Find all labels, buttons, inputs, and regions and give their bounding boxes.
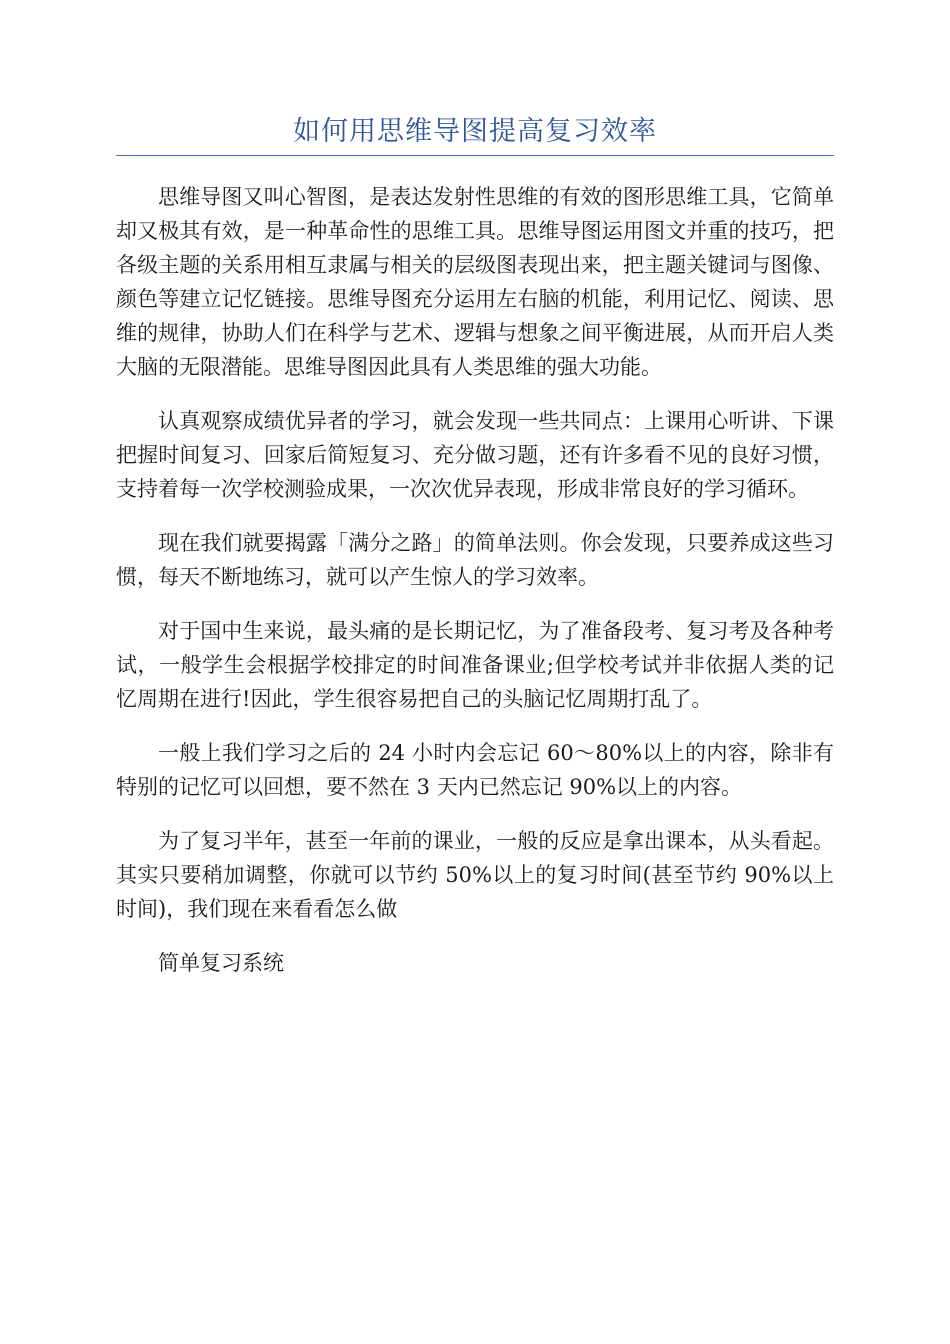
paragraph-review-time-saving: 为了复习半年，甚至一年前的课业，一般的反应是拿出课本，从头看起。其实只要稍加调整，你就可以节约 50%以上的复习时间(甚至节约 90%以上时间)，我们现在来看看怎么做	[116, 829, 834, 921]
section-heading-simple-review-system: 简单复习系统	[158, 951, 284, 975]
paragraph-forgetting-curve: 一般上我们学习之后的 24 小时内会忘记 60～80%以上的内容，除非有特别的记忆可以回想，要不然在 3 天内已然忘记 90%以上的内容。	[116, 741, 834, 799]
paragraph-full-score-rules: 现在我们就要揭露「满分之路」的简单法则。你会发现，只要养成这些习惯，每天不断地练习，就可以产生惊人的学习效率。	[116, 531, 834, 589]
document-body	[116, 180, 834, 1000]
paragraph-top-students-habits: 认真观察成绩优异者的学习，就会发现一些共同点：上课用心听讲、下课把握时间复习、回家后简短复习、充分做习题，还有许多看不见的良好习惯，支持着每一次学校测验成果，一次次优异表现，形成非常良好的学习循环。	[116, 409, 834, 501]
paragraph-long-term-memory: 对于国中生来说，最头痛的是长期记忆，为了准备段考、复习考及各种考试，一般学生会根据学校排定的时间准备课业;但学校考试并非依据人类的记忆周期在进行!因此，学生很容易把自己的头脑记忆周期打乱了。	[116, 619, 834, 711]
paragraph-mind-map-intro: 思维导图又叫心智图，是表达发射性思维的有效的图形思维工具，它简单却又极其有效，是一种革命性的思维工具。思维导图运用图文并重的技巧，把各级主题的关系用相互隶属与相关的层级图表现出来，把主题关键词与图像、颜色等建立记忆链接。思维导图充分运用左右脑的机能，利用记忆、阅读、思维的规律，协助人们在科学与艺术、逻辑与想象之间平衡进展，从而开启人类大脑的无限潜能。思维导图因此具有人类思维的强大功能。	[116, 185, 834, 379]
document-title: 如何用思维导图提高复习效率	[293, 116, 657, 147]
title-underline	[116, 155, 834, 156]
